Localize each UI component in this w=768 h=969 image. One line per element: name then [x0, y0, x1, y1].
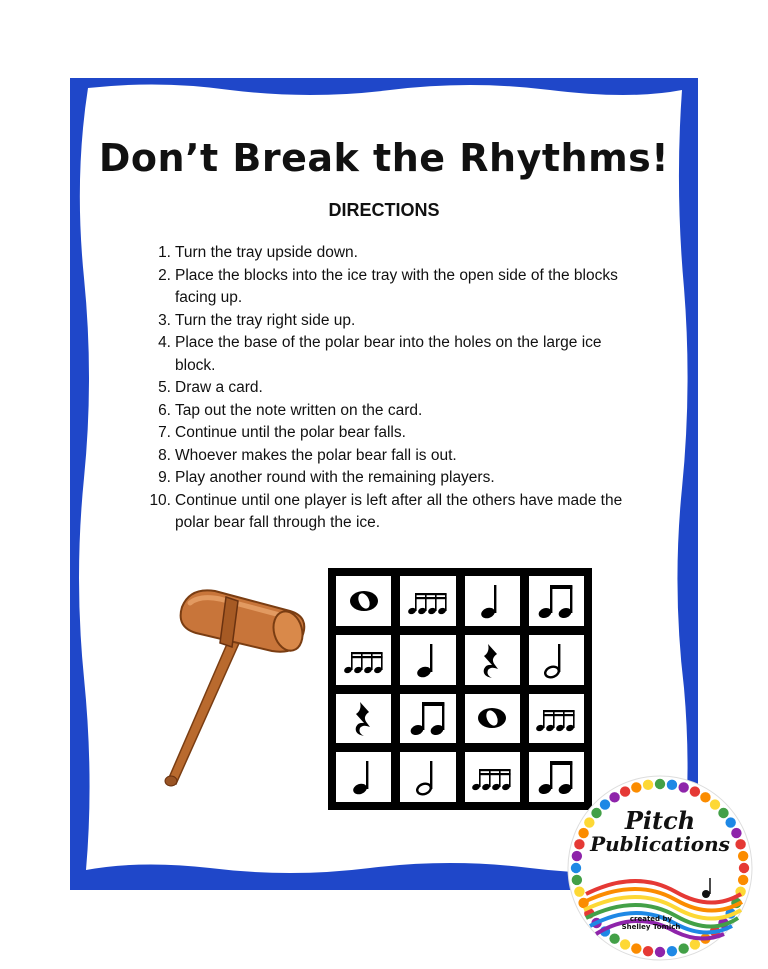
step-text: Place the blocks into the ice tray with the open side of the blocks facing up.: [175, 266, 618, 306]
quarter-rest-icon: [470, 640, 514, 680]
list-item: [145, 400, 625, 423]
list-item: [145, 422, 625, 445]
rhythm-card: [400, 694, 455, 744]
step-number: 5.: [158, 379, 171, 396]
rhythm-card: [465, 576, 520, 626]
list-item: [145, 332, 625, 377]
rhythm-card: [336, 694, 391, 744]
rhythm-card: [400, 576, 455, 626]
rhythm-card: [465, 635, 520, 685]
sixteenth-notes-icon: [342, 640, 386, 680]
list-item: [145, 265, 625, 310]
step-number: 4.: [158, 334, 171, 351]
half-note-icon: [406, 757, 450, 797]
mallet-icon: [160, 575, 310, 790]
step-text: Draw a card.: [175, 379, 263, 396]
step-text: Play another round with the remaining players.: [175, 469, 495, 486]
step-number: 2.: [158, 266, 171, 284]
list-item: [145, 242, 625, 265]
step-number: 8.: [158, 446, 171, 464]
sixteenth-notes-icon: [406, 581, 450, 621]
eighth-notes-icon: [406, 698, 450, 738]
rhythm-card: [465, 694, 520, 744]
rhythm-card: [465, 752, 520, 802]
list-item: [145, 445, 625, 468]
logo-credit: [606, 915, 696, 931]
logo-line2: Publications: [590, 832, 730, 856]
sixteenth-notes-icon: [534, 698, 578, 738]
logo-credit-line2: Shelley Tomich: [621, 923, 681, 931]
step-number: 6.: [158, 401, 171, 419]
half-note-icon: [534, 640, 578, 680]
list-item: [145, 310, 625, 333]
step-text: Continue until the polar bear falls.: [175, 424, 406, 441]
rhythm-card-grid: [328, 568, 592, 810]
directions-list: [145, 242, 625, 535]
step-number: 3.: [158, 311, 171, 329]
rhythm-card: [529, 576, 584, 626]
quarter-note-icon: [406, 640, 450, 680]
rhythm-card: [336, 576, 391, 626]
directions-heading: DIRECTIONS: [328, 200, 440, 220]
pitch-publications-logo: [566, 774, 754, 962]
logo-credit-line1: created by: [629, 915, 673, 923]
step-text: Turn the tray upside down.: [175, 244, 358, 261]
rhythm-card: [529, 635, 584, 685]
whole-note-icon: [470, 698, 514, 738]
step-text: Continue until one player is left after all the others have made the polar bear fall through the ice.: [175, 491, 623, 531]
rhythm-card: [336, 635, 391, 685]
step-number: 9.: [158, 469, 171, 486]
page-title: Don’t Break the Rhythms!: [98, 136, 670, 180]
sixteenth-notes-icon: [470, 757, 514, 797]
rhythm-card: [336, 752, 391, 802]
quarter-note-icon: [342, 757, 386, 797]
step-text: Turn the tray right side up.: [175, 311, 356, 329]
step-number: 7.: [158, 424, 171, 441]
logo-line1: Pitch: [624, 806, 696, 835]
step-number: 1.: [158, 244, 171, 261]
rhythm-card: [400, 752, 455, 802]
step-text: Whoever makes the polar bear fall is out.: [175, 446, 457, 464]
step-number: 10.: [149, 491, 171, 509]
list-item: [145, 490, 625, 535]
rhythm-card: [529, 694, 584, 744]
rhythm-card: [400, 635, 455, 685]
eighth-notes-icon: [534, 581, 578, 621]
list-item: [145, 467, 625, 490]
quarter-rest-icon: [342, 698, 386, 738]
list-item: [145, 377, 625, 400]
quarter-note-icon: [470, 581, 514, 621]
step-text: Place the base of the polar bear into the holes on the large ice block.: [175, 334, 602, 374]
step-text: Tap out the note written on the card.: [175, 401, 423, 419]
whole-note-icon: [342, 581, 386, 621]
